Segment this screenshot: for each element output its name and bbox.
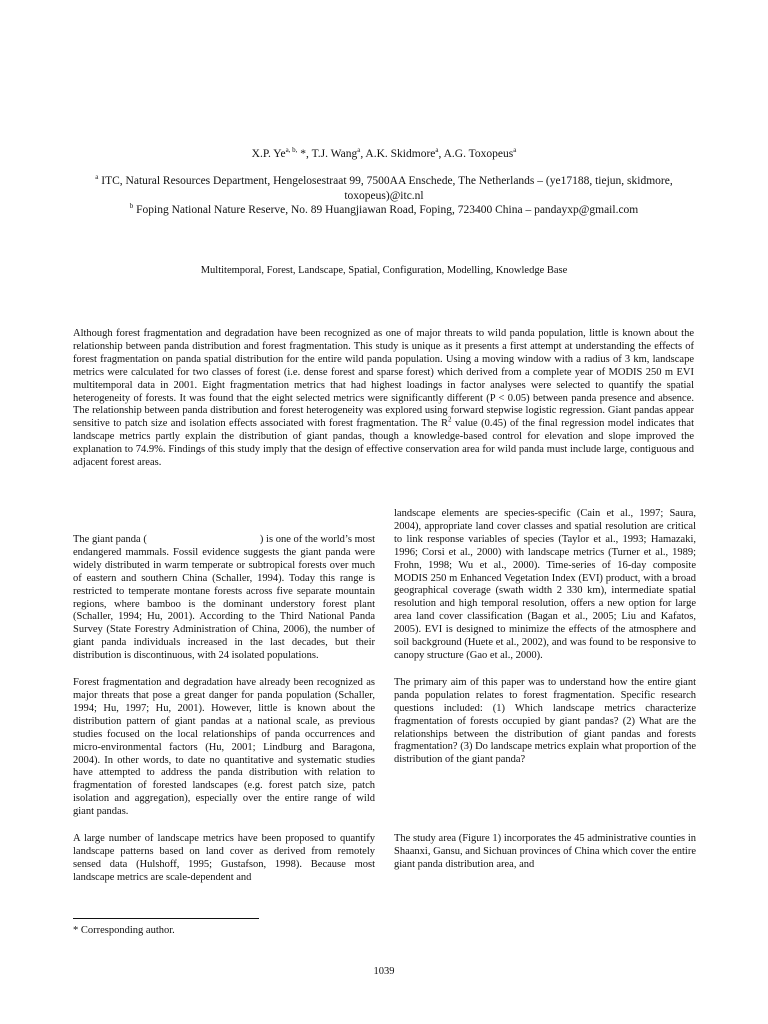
corresponding-mark: *: [297, 147, 307, 160]
author-name: , A.G. Toxopeus: [438, 147, 514, 160]
heading-space: [73, 508, 375, 534]
superscript: 2: [447, 415, 452, 424]
footnote: * Corresponding author.: [73, 925, 175, 936]
affiliation-marker: b: [129, 202, 134, 210]
affiliation-marker: a, b,: [285, 146, 298, 154]
footnote-rule: [73, 918, 259, 919]
author-name: X.P. Ye: [251, 147, 286, 160]
affiliation-marker: a: [95, 173, 99, 181]
paragraph: The study area (Figure 1) incorporates the 45 administrative counties in Shaanxi, Gansu, and Sichuan provinces of China which cover the entire giant panda distribution area, and: [394, 833, 696, 871]
paragraph: A large number of landscape metrics have been proposed to quantify landscape patterns based on land cover as derived from remotely sensed data (Hulshoff, 1995; Gustafson, 1998). Because most landscape metrics are scale-dependent and: [73, 833, 375, 883]
paragraph-text: ) is one of the world’s most endangered mammals. Fossil evidence suggests the giant panda were widely distributed in warm temperate or subtropical forests over much of eastern and southern China (Schaller, 1994). Today this range is restricted to temperate montane forests across five separate mountain regions, where bamboo is the dominant understory forest plant (Schaller, 1994; Hu, 2001). According to the Third National Panda Survey (State Forestry Administration of China, 2006), the number of giant panda individuals increased in the last decades, but their distribution is discontinuous, with 24 isolated populations.: [73, 534, 375, 662]
paragraph: [73, 534, 375, 663]
author-name: , A.K. Skidmore: [360, 147, 436, 160]
affiliation-text: Foping National Nature Reserve, No. 89 Huangjiawan Road, Foping, 723400 China – pandayxp@gmail.com: [133, 203, 639, 216]
paragraph: Forest fragmentation and degradation have already been recognized as major threats that pose a great danger for panda population (Schaller, 1994; Hu, 1997; Hu, 2001). However, little is known about the distribution pattern of giant pandas at a national scale, as previous studies focused on the local relationships of panda occurrences and micro-environmental factors (Hu, 2001; Lindburg and Baragona, 2004). In other words, to date no quantitative and systematic studies have attempted to address the panda distribution with relation to fragmentation of forested landscapes (e.g. forest patch size, patch isolation and aggregation), especially over the entire range of wild giant pandas.: [73, 677, 375, 818]
right-column: [394, 508, 696, 886]
affiliation-text: ITC, Natural Resources Department, Hengelosestraat 99, 7500AA Enschede, The Netherlands – (ye17188, tiejun, skidmore, toxopeus)@itc.nl: [98, 174, 673, 202]
author-line: [0, 146, 768, 160]
keywords: Multitemporal, Forest, Landscape, Spatial, Configuration, Modelling, Knowledge Base: [200, 265, 568, 276]
page-number: 1039: [373, 966, 395, 977]
affiliation-marker: a: [435, 146, 439, 154]
paragraph: landscape elements are species-specific (Cain et al., 1997; Saura, 2004), appropriate land cover classes and spatial resolution are critical to link response variables of species (Taylor et al., 1993; Hamazaki, 1996; Corsi et al., 2000) with landscape metrics (Turner et al., 1989; Frohn, 1998; Wu et al., 2000). Time-series of 16-day composite MODIS 250 m Enhanced Vegetation Index (EVI) product, with a broad geographical coverage (swath width 2 330 km), intermediate spatial resolution and high temporal resolution, offers a new option for large area land cover classification (Bagan et al., 2005; Liu and Kafatos, 2005). EVI is designed to minimize the effects of the atmosphere and soil background (Huete et al., 2002), and was found to be responsive to canopy structure (Gao et al., 2000).: [394, 508, 696, 661]
affiliation-marker: a: [357, 146, 361, 154]
affiliation-b: [80, 199, 688, 218]
abstract-text: Although forest fragmentation and degradation have been recognized as one of major threats to wild panda population, little is known about the relationship between panda distribution and forest fragmentation. This study is unique as it presents a first attempt at understanding the effects of forest fragmentation on panda spatial distribution for the entire wild panda population. Using a moving window with a radius of 3 km, landscape metrics were calculated for two classes of forest (i.e. dense forest and sparse forest) which derived from a complete year of MODIS 250 m EVI multitemporal data in 2001. Eight fragmentation metrics that had highest loadings in factor analyses were selected to quantify the spatial heterogeneity of forests. It was found that the eight selected metrics were significantly different (P < 0.05) between panda presence and absence. The relationship between panda distribution and forest heterogeneity was explored using forward stepwise logistic regression. Giant pandas appear sensitive to patch size and isolation effects associated with forest fragmentation. The R: [73, 328, 694, 430]
heading-space: [394, 781, 696, 833]
affiliation-marker: a: [513, 146, 517, 154]
left-column: [73, 508, 375, 899]
abstract: [73, 328, 694, 470]
paragraph: The primary aim of this paper was to understand how the entire giant panda population relates to forest fragmentation. Specific research questions included: (1) Which landscape metrics characterize fragmentation of forests occupied by giant pandas? (2) What are the relationships between the distribution of giant pandas and forests fragmentation? (3) Do landscape metrics explain what proportion of the distribution of the giant panda?: [394, 676, 696, 766]
abstract-text: value (0.45) of the final regression model indicates that landscape metrics partly explain the distribution of giant pandas, though a knowledge-based control for elevation and slope improved the explanation to 74.9%. Findings of this study imply that the design of effective conservation area for wild panda must include large, contiguous and adjacent forest areas.: [73, 418, 695, 469]
author-name: , T.J. Wang: [306, 147, 358, 160]
paragraph-text: The giant panda (: [73, 534, 147, 545]
